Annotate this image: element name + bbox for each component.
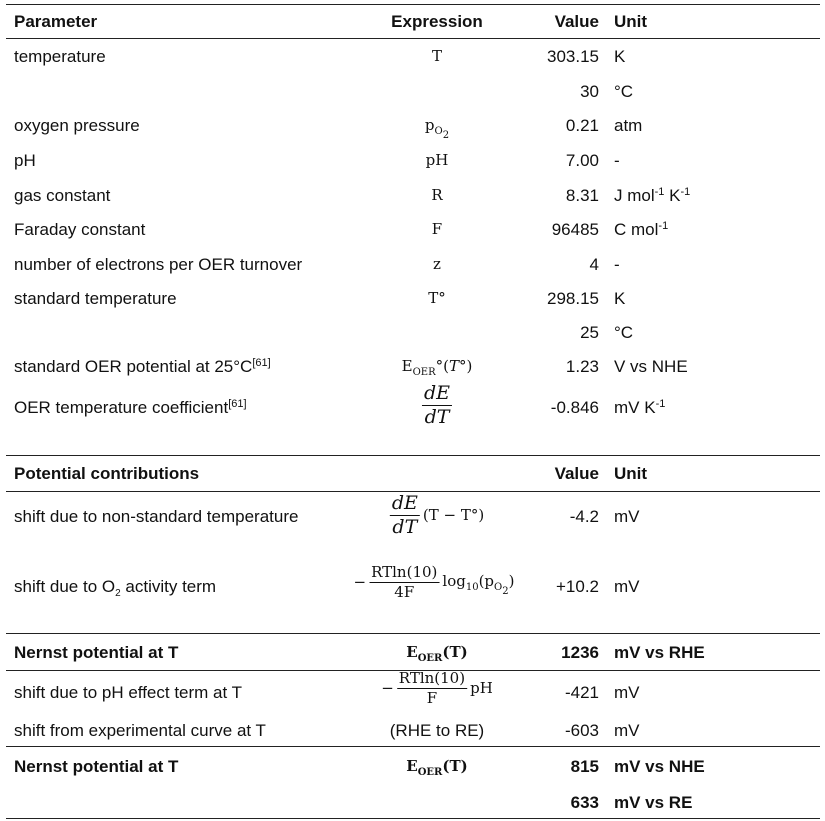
- row-unit: °C: [614, 323, 634, 342]
- row-value: 303.15: [547, 47, 599, 66]
- nernst-row-unit: mV: [614, 721, 640, 740]
- contrib-header-unit: Unit: [614, 464, 648, 483]
- row-unit: V vs NHE: [614, 357, 688, 376]
- row-value: 298.15: [547, 289, 599, 308]
- row-label: oxygen pressure: [14, 116, 140, 135]
- row-label: standard temperature: [14, 289, 177, 308]
- nernst-row-value: 815: [570, 757, 599, 776]
- nernst-row-expression: $E_{OER}(T)$: [406, 643, 468, 664]
- nernst-row-expression: (RHE to RE): [389, 721, 485, 740]
- nernst-row-value: 1236: [561, 643, 599, 662]
- row-unit: J mol$^{-1}$ $K^{-1}$: [614, 186, 691, 205]
- row-unit: -: [614, 151, 620, 170]
- contrib-row-expression: $\frac{dE}{dT}$ (T − T°): [391, 492, 485, 538]
- rule-table-bottom: [6, 818, 820, 819]
- rule-header-bottom: [6, 38, 820, 39]
- row-unit: -: [614, 255, 620, 274]
- row-label: number of electrons per OER turnover: [14, 255, 303, 274]
- row-label: temperature: [14, 47, 106, 66]
- contrib-row-value: +10.2: [555, 577, 599, 596]
- row-unit: K: [614, 289, 626, 308]
- header-expression: Expression: [391, 12, 483, 31]
- row-unit: °C: [614, 82, 634, 101]
- nernst-row-unit: mV vs NHE: [614, 757, 705, 776]
- row-unit: C mol$^{-1}$: [614, 220, 669, 239]
- row-value: 8.31: [565, 186, 599, 205]
- row-expression: $p_{O_2}$: [424, 116, 450, 141]
- row-expression: R: [431, 186, 443, 204]
- contrib-row-label: shift due to $O_2$ activity term: [14, 577, 217, 599]
- contrib-row-label: shift due to non-standard temperature: [14, 507, 299, 526]
- row-unit: atm: [614, 116, 643, 135]
- row-expression: pH: [425, 151, 449, 169]
- contrib-row-value: -4.2: [569, 507, 599, 526]
- contrib-row-expression: − $\frac{RTln(10)}{4F}$ $\log_{10}(p_{O_2})$: [353, 563, 515, 601]
- nernst-row-label: shift due to pH effect term at T: [14, 683, 243, 702]
- nernst-row-unit: mV vs RE: [614, 793, 693, 812]
- row-unit: K: [614, 47, 626, 66]
- row-expression: $\frac{dE}{dT}$: [423, 382, 451, 428]
- nernst-row-expression: − $\frac{RTln(10)}{F}$ pH: [381, 669, 493, 707]
- row-expression: T°: [428, 289, 446, 307]
- header-unit: Unit: [614, 12, 648, 31]
- row-value: 4: [589, 255, 599, 274]
- row-expression: $E_{OER}^\circ(T^\circ)$: [401, 357, 473, 378]
- contrib-header-title: Potential contributions: [14, 464, 200, 483]
- row-label: gas constant: [14, 186, 111, 205]
- contrib-header-value: Value: [554, 464, 599, 483]
- row-value: 96485: [551, 220, 599, 239]
- nernst-row-unit: mV vs RHE: [614, 643, 705, 662]
- row-label: OER temperature coefficient[61]: [14, 398, 247, 417]
- nernst-row-label: Nernst potential at T: [14, 757, 179, 776]
- rule-section1-bottom: [6, 455, 820, 456]
- row-expression: z: [433, 255, 441, 273]
- row-label: Faraday constant: [14, 220, 146, 239]
- row-value: 25: [580, 323, 599, 342]
- row-value: -0.846: [550, 398, 599, 417]
- rule-section2-bottom: [6, 633, 820, 634]
- rule-top: [6, 4, 820, 5]
- nernst-row-value: -603: [564, 721, 599, 740]
- row-value: 1.23: [565, 357, 599, 376]
- nernst-row-value: -421: [564, 683, 599, 702]
- row-expression: T: [431, 47, 443, 65]
- nernst-row-label: shift from experimental curve at T: [14, 721, 266, 740]
- nernst-row-label: Nernst potential at T: [14, 643, 179, 662]
- row-label: standard OER potential at 25°C[61]: [14, 357, 271, 376]
- row-unit: mV $K^{-1}$: [614, 398, 666, 417]
- nernst-row-value: 633: [570, 793, 599, 812]
- row-value: 0.21: [565, 116, 599, 135]
- nernst-row-unit: mV: [614, 683, 640, 702]
- header-value: Value: [554, 12, 599, 31]
- row-value: 7.00: [565, 151, 599, 170]
- rule-section3-bottom: [6, 746, 820, 747]
- header-parameter: Parameter: [14, 12, 98, 31]
- contrib-row-unit: mV: [614, 577, 640, 596]
- row-value: 30: [580, 82, 599, 101]
- row-label: pH: [14, 151, 36, 170]
- contrib-row-unit: mV: [614, 507, 640, 526]
- nernst-row-expression: $E_{OER}(T)$: [406, 757, 468, 778]
- row-expression: F: [431, 220, 443, 238]
